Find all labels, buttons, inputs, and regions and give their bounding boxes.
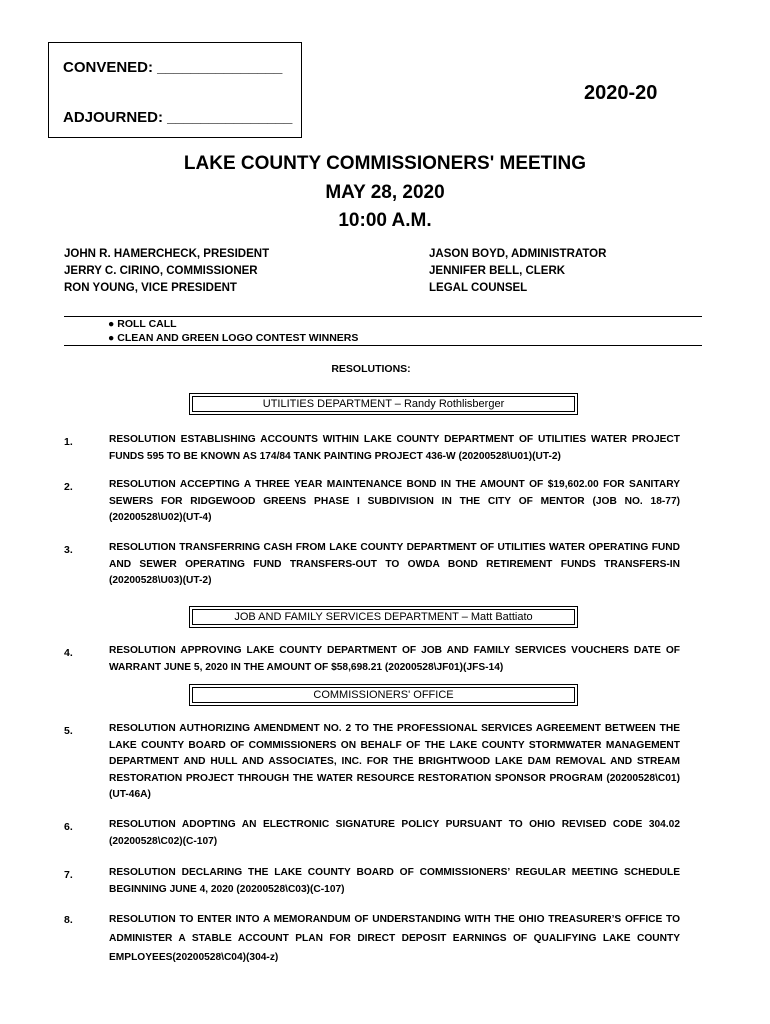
meeting-status-box (48, 42, 302, 138)
resolution-text: RESOLUTION ADOPTING AN ELECTRONIC SIGNATURE POLICY PURSUANT TO OHIO REVISED CODE 304.02 (20200528\C02)(C-107) (109, 819, 680, 847)
department-header-utilities (189, 393, 578, 415)
resolution-number: 5. (64, 725, 73, 737)
divider-bottom (64, 345, 702, 346)
resolution-text: RESOLUTION AUTHORIZING AMENDMENT NO. 2 TO THE PROFESSIONAL SERVICES AGREEMENT BETWEEN THE LAKE COUNTY BOARD OF COMMISSIONERS ON BEHALF OF THE LAKE COUNTY STORMWATER MANAGEMENT DEPARTMENT AND HULL AND ASSOCIATES, INC. FOR THE BRIGHTWOOD LAKE DAM REMOVAL AND STREAM RESTORATION PROJECT THROUGH THE WATER RESOURCE RESTORATION SPONSOR PROGRAM (20200528\C01)(UT-46A) (109, 723, 680, 800)
official-name: JASON BOYD, ADMINISTRATOR (429, 248, 607, 260)
official-name: LEGAL COUNSEL (429, 282, 528, 294)
resolution-number: 6. (64, 821, 73, 833)
meeting-title: LAKE COUNTY COMMISSIONERS' MEETING (183, 153, 587, 174)
department-label: COMMISSIONERS' OFFICE (192, 687, 575, 703)
resolutions-heading: RESOLUTIONS: (331, 363, 411, 375)
official-name: JOHN R. HAMERCHECK, PRESIDENT (64, 248, 270, 260)
divider-top (64, 316, 702, 317)
document-number: 2020-20 (584, 82, 658, 104)
resolution-number: 8. (64, 914, 73, 926)
resolution-text: RESOLUTION TO ENTER INTO A MEMORANDUM OF UNDERSTANDING WITH THE OHIO TREASURER’S OFFICE TO ADMINISTER A STABLE ACCOUNT PLAN FOR DIRECT DEPOSIT EARNINGS OF QUALIFYING LAKE COUNTY EMPLOYEES(20200528\C04)(304-z) (109, 914, 680, 963)
resolution-number: 7. (64, 869, 73, 881)
department-header-jfs (189, 606, 578, 628)
meeting-date: MAY 28, 2020 (325, 182, 445, 203)
department-label: JOB AND FAMILY SERVICES DEPARTMENT – Matt Battiato (192, 609, 575, 625)
resolution-number: 4. (64, 647, 73, 659)
convened-line: CONVENED: _______________ (63, 59, 283, 76)
agenda-item-logo-contest: ● CLEAN AND GREEN LOGO CONTEST WINNERS (108, 332, 359, 344)
resolution-text: RESOLUTION TRANSFERRING CASH FROM LAKE COUNTY DEPARTMENT OF UTILITIES WATER OPERATING FUND AND SEWER OPERATING FUND TRANSFERS-OUT TO OWDA BOND RETIREMENT FUNDS TRANSFERS-IN (20200528\U03)(UT-2) (109, 542, 680, 586)
resolution-text: RESOLUTION DECLARING THE LAKE COUNTY BOARD OF COMMISSIONERS’ REGULAR MEETING SCHEDULE BEGINNING JUNE 4, 2020 (20200528\C03)(C-107) (109, 867, 680, 895)
department-header-commissioners (189, 684, 578, 706)
agenda-item-roll-call: ● ROLL CALL (108, 318, 177, 330)
official-name: JERRY C. CIRINO, COMMISSIONER (64, 265, 258, 277)
resolution-text: RESOLUTION APPROVING LAKE COUNTY DEPARTMENT OF JOB AND FAMILY SERVICES VOUCHERS DATE OF WARRANT JUNE 5, 2020 IN THE AMOUNT OF $58,698.21 (20200528\JF01)(JFS-14) (109, 645, 680, 673)
official-name: JENNIFER BELL, CLERK (429, 265, 566, 277)
resolution-text: RESOLUTION ACCEPTING A THREE YEAR MAINTENANCE BOND IN THE AMOUNT OF $19,602.00 FOR SANITARY SEWERS FOR RIDGEWOOD GREENS PHASE I SUBDIVISION IN THE CITY OF MENTOR (JOB NO. 18-77) (20200528\U02)(UT-4) (109, 479, 680, 523)
resolution-number: 2. (64, 481, 73, 493)
officials-left (64, 246, 269, 297)
adjourned-line: ADJOURNED: _______________ (63, 109, 293, 126)
officials-right (429, 246, 606, 297)
resolution-number: 1. (64, 436, 73, 448)
resolution-number: 3. (64, 544, 73, 556)
official-name: RON YOUNG, VICE PRESIDENT (64, 282, 237, 294)
resolution-text: RESOLUTION ESTABLISHING ACCOUNTS WITHIN LAKE COUNTY DEPARTMENT OF UTILITIES WATER PROJECT FUNDS 595 TO BE KNOWN AS 174/84 TANK PAINTING PROJECT 436-W (20200528\U01)(UT-2) (109, 434, 680, 462)
department-label: UTILITIES DEPARTMENT – Randy Rothlisberger (192, 396, 575, 412)
meeting-time: 10:00 A.M. (338, 210, 432, 231)
